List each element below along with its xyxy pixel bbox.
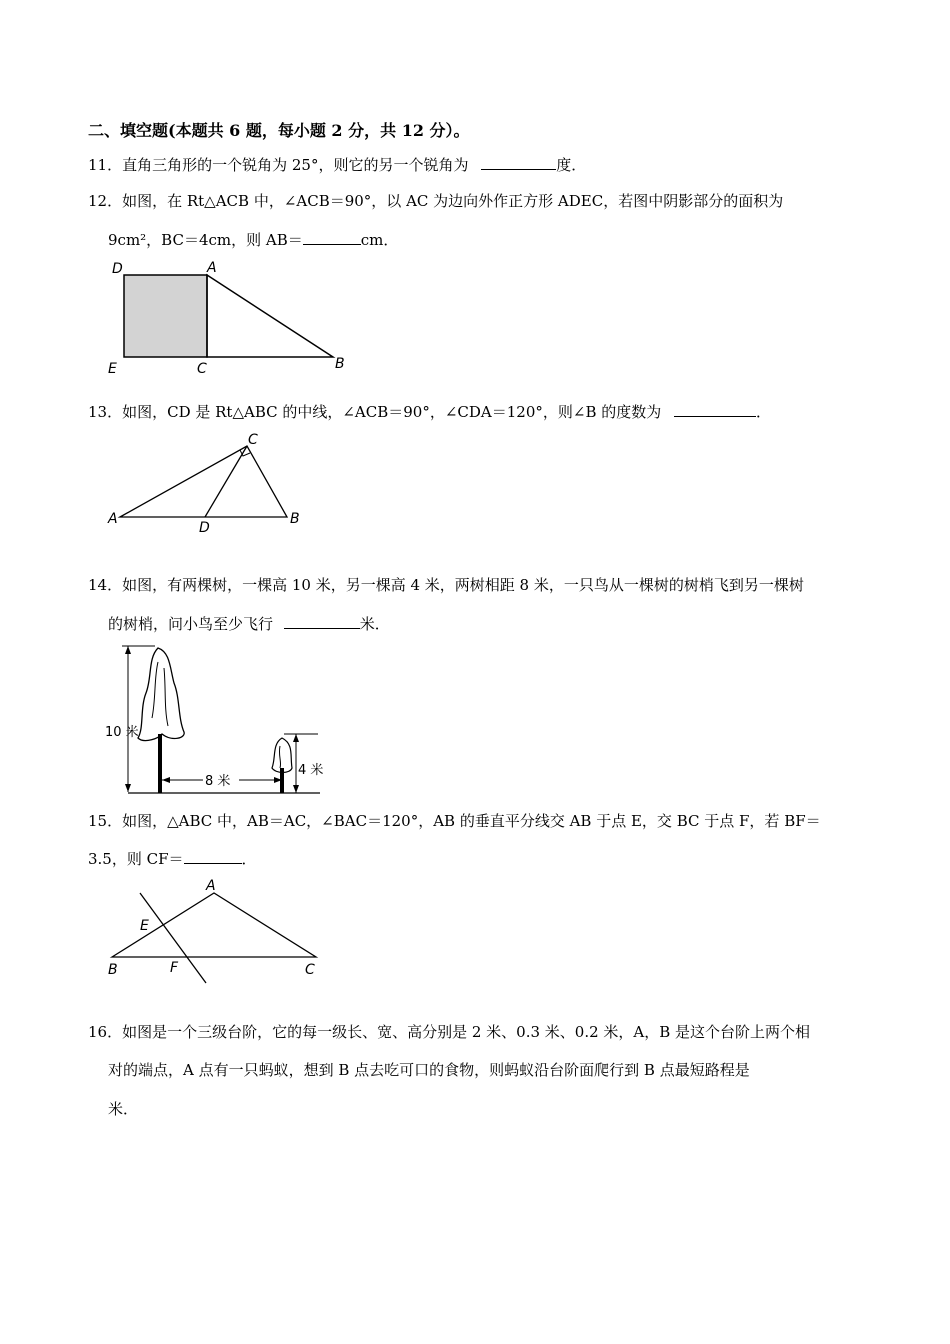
answer-blank-11[interactable] (481, 154, 556, 170)
question-15-line1: 15．如图，△ABC 中，AB＝AC，∠BAC＝120°，AB 的垂直平分线交 AB 于点 E，交 BC 于点 F，若 BF＝ (88, 812, 821, 830)
right-triangle (207, 275, 333, 357)
arrow-left-gap (162, 777, 170, 783)
label-C: C (197, 361, 207, 377)
question-14-line2 (108, 613, 390, 634)
short-tree-crown (272, 738, 292, 773)
label-A: A (207, 260, 217, 276)
question-13-text: 13．如图，CD 是 Rt△ABC 的中线，∠ACB＝90°，∠CDA＝120°，则∠B 的度数为 (88, 403, 662, 421)
answer-blank-14[interactable] (284, 613, 360, 629)
arrow-up-short (293, 734, 299, 742)
label-B: B (290, 511, 300, 527)
section-heading: 二、填空题(本题共 6 题，每小题 2 分，共 12 分）。 (88, 121, 470, 140)
question-13-tail: ． (756, 403, 772, 421)
question-12-text: 9cm²，BC＝4cm，则 AB＝ (108, 231, 303, 249)
label-tall-height: 10 米 (105, 725, 139, 740)
tall-tree-detail (152, 662, 168, 726)
label-A: A (206, 878, 216, 894)
question-15-tail: ． (241, 850, 257, 868)
arrow-down-short (293, 785, 299, 793)
question-15-text: 3.5，则 CF＝ (88, 850, 184, 868)
question-14-line1: 14．如图，有两棵树，一棵高 10 米，另一棵高 4 米，两树相距 8 米，一只鸟从一棵树的树梢飞到另一棵树 (88, 576, 804, 594)
question-16-line1: 16．如图是一个三级台阶，它的每一级长、宽、高分别是 2 米、0.3 米、0.2 米，A，B 是这个台阶上两个相 (88, 1023, 811, 1041)
arrow-down-tall (125, 784, 131, 792)
question-12-tail: cm． (360, 231, 399, 249)
question-15-line2 (88, 848, 257, 869)
answer-blank-12[interactable] (303, 229, 361, 245)
label-D: D (112, 261, 123, 277)
tall-tree-crown (138, 648, 184, 741)
answer-blank-13[interactable] (674, 401, 756, 417)
arrow-up-tall (125, 646, 131, 654)
question-11 (88, 154, 586, 175)
figure-12-square-triangle (100, 255, 360, 380)
figure-15-isosceles-triangle (100, 875, 330, 985)
figure-14-two-trees (100, 638, 340, 798)
question-12-line1: 12．如图，在 Rt△ACB 中，∠ACB＝90°，以 AC 为边向外作正方形 ADEC，若图中阴影部分的面积为 (88, 192, 784, 210)
label-C: C (248, 432, 258, 448)
label-short-height: 4 米 (298, 763, 324, 778)
question-14-text: 的树梢，问小鸟至少飞行 (108, 615, 274, 633)
question-12-line2 (108, 229, 398, 250)
question-16-line3: 米． (108, 1100, 139, 1118)
question-11-text: 11．直角三角形的一个锐角为 25°，则它的另一个锐角为 (88, 156, 469, 174)
label-B: B (108, 962, 118, 978)
shaded-square (124, 275, 207, 357)
label-D: D (199, 520, 210, 536)
label-E: E (140, 918, 149, 934)
triangle-abc (120, 446, 287, 517)
question-14-tail: 米． (359, 615, 390, 633)
question-13 (88, 401, 771, 422)
label-C: C (305, 962, 315, 978)
median-cd (205, 446, 247, 517)
label-B: B (335, 356, 345, 372)
label-F: F (170, 960, 179, 976)
figure-13-triangle-median (100, 428, 310, 538)
label-gap: 8 米 (205, 774, 231, 789)
answer-blank-15[interactable] (184, 848, 242, 864)
label-A: A (108, 511, 118, 527)
label-E: E (108, 361, 117, 377)
short-tree-detail (279, 746, 280, 768)
tall-tree-trunk (158, 734, 162, 793)
short-tree-trunk (280, 768, 284, 793)
question-11-tail: 度． (556, 156, 587, 174)
question-16-line2: 对的端点，A 点有一只蚂蚁，想到 B 点去吃可口的食物，则蚂蚁沿台阶面爬行到 B 点最短路程是 (108, 1061, 750, 1079)
